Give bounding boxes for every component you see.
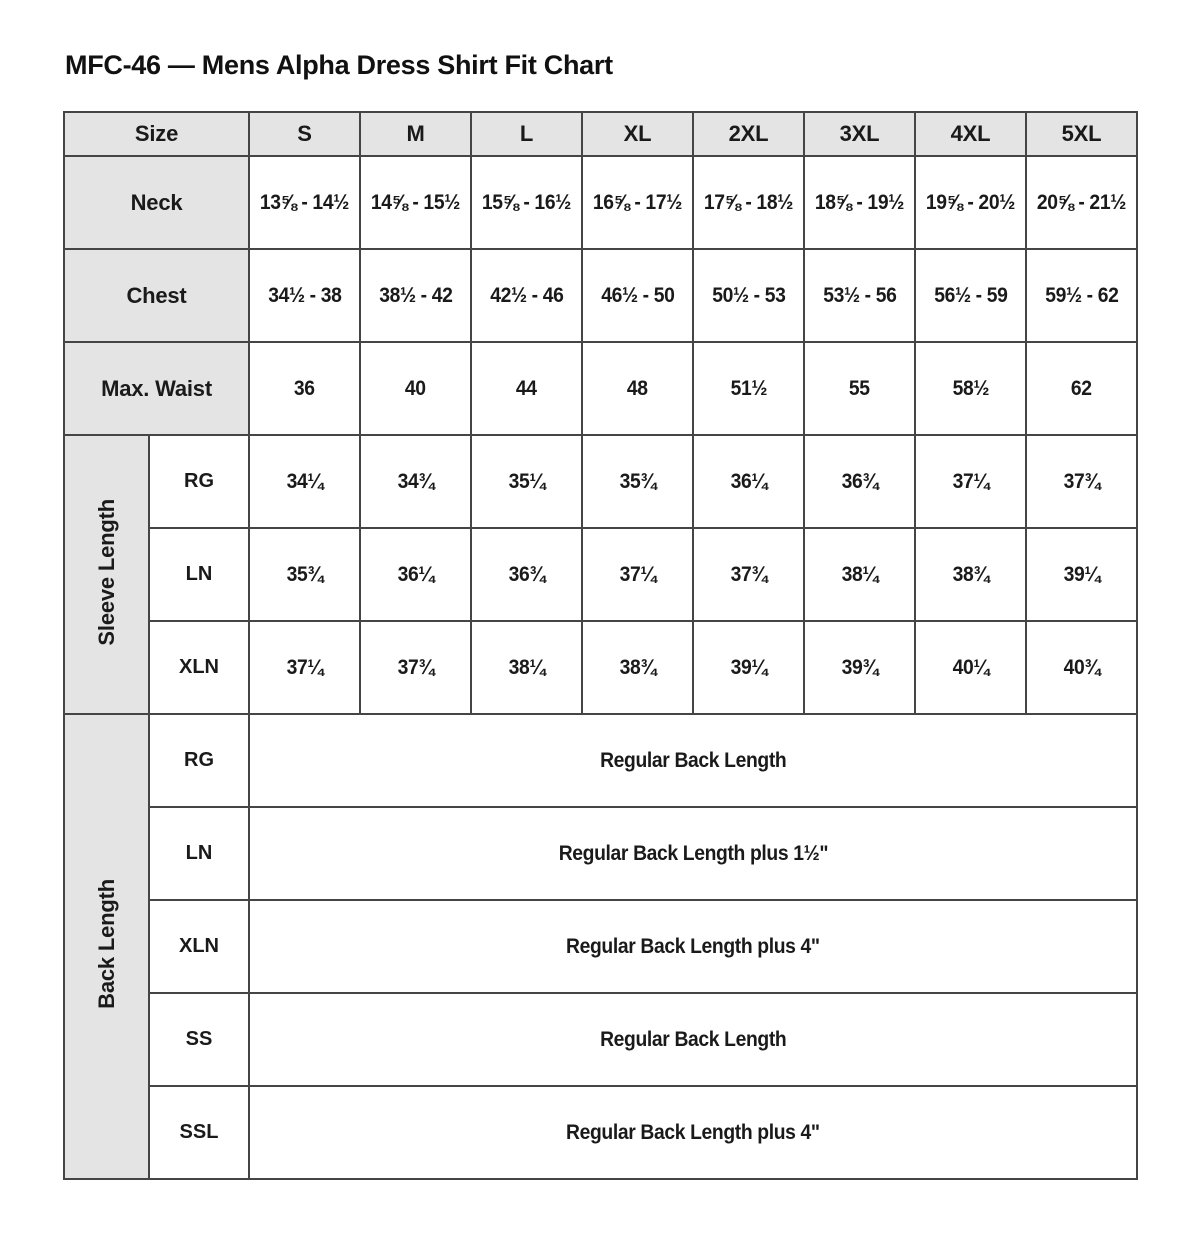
cell-text: 20⅝ - 21½ [1036, 190, 1127, 214]
cell-text: 39¾ [841, 655, 878, 679]
data-cell [915, 342, 1026, 435]
data-cell [1026, 249, 1137, 342]
cell-text: 37¾ [1063, 469, 1100, 493]
cell-text: 15⅝ - 16½ [481, 190, 572, 214]
back-variant-label-rg: RG [149, 714, 249, 807]
back-length-group-label-cell [64, 714, 149, 1179]
size-header-cell: Size [64, 112, 249, 156]
cell-text: 56½ - 59 [933, 283, 1008, 307]
cell-text: 35¼ [508, 469, 545, 493]
cell-text: 14⅝ - 15½ [370, 190, 461, 214]
cell-text: 46½ - 50 [600, 283, 675, 307]
cell-text: 35¾ [619, 469, 656, 493]
col-header-xl: XL [582, 112, 693, 156]
cell-text: 50½ - 53 [711, 283, 786, 307]
data-cell [249, 342, 360, 435]
sleeve-length-group-label: Sleeve Length [93, 498, 119, 646]
data-cell [360, 435, 471, 528]
neck-row-label: Neck [64, 156, 249, 249]
cell-text: 13⅝ - 14½ [259, 190, 350, 214]
data-cell [249, 621, 360, 714]
table-row [64, 807, 1137, 900]
back-length-text-cell [249, 1086, 1137, 1179]
cell-text: Regular Back Length plus 4" [566, 934, 820, 958]
data-cell [693, 435, 804, 528]
table-row [64, 435, 1137, 528]
data-cell [471, 435, 582, 528]
data-cell [249, 528, 360, 621]
table-row [64, 156, 1137, 249]
cell-text: 39¼ [730, 655, 767, 679]
data-cell [249, 249, 360, 342]
data-cell [471, 621, 582, 714]
cell-text: 38¾ [619, 655, 656, 679]
cell-text: 18⅝ - 19½ [814, 190, 905, 214]
cell-text: 35¾ [286, 562, 323, 586]
back-length-text-cell [249, 807, 1137, 900]
data-cell [582, 156, 693, 249]
data-cell [804, 156, 915, 249]
data-cell [471, 249, 582, 342]
fit-chart-table [63, 111, 1138, 1180]
col-header-l: L [471, 112, 582, 156]
cell-text: 38¼ [841, 562, 878, 586]
data-cell [915, 621, 1026, 714]
cell-text: 37¾ [730, 562, 767, 586]
table-row [64, 900, 1137, 993]
data-cell [249, 156, 360, 249]
cell-text: 37¼ [286, 655, 323, 679]
data-cell [915, 435, 1026, 528]
back-variant-label-xln: XLN [149, 900, 249, 993]
cell-text: Regular Back Length plus 1½" [558, 841, 828, 865]
data-cell [804, 342, 915, 435]
table-row [64, 1086, 1137, 1179]
data-cell [693, 156, 804, 249]
data-cell [471, 156, 582, 249]
table-row [64, 342, 1137, 435]
data-cell [1026, 528, 1137, 621]
back-variant-label-ss: SS [149, 993, 249, 1086]
data-cell [693, 342, 804, 435]
sleeve-variant-label-ln: LN [149, 528, 249, 621]
cell-text: 17⅝ - 18½ [703, 190, 794, 214]
back-variant-label-ssl: SSL [149, 1086, 249, 1179]
cell-text: 38¾ [952, 562, 989, 586]
col-header-m: M [360, 112, 471, 156]
data-cell [1026, 156, 1137, 249]
back-length-text-cell [249, 900, 1137, 993]
col-header-s: S [249, 112, 360, 156]
cell-text: 48 [627, 376, 648, 400]
cell-text: 39¼ [1063, 562, 1100, 586]
cell-text: 42½ - 46 [489, 283, 564, 307]
cell-text: 37¼ [952, 469, 989, 493]
data-cell [915, 249, 1026, 342]
cell-text: 40 [405, 376, 426, 400]
data-cell [360, 528, 471, 621]
cell-text: 58½ [952, 376, 989, 400]
col-header-4xl: 4XL [915, 112, 1026, 156]
cell-text: 38½ - 42 [378, 283, 453, 307]
table-row [64, 112, 1137, 156]
cell-text: 19⅝ - 20½ [925, 190, 1016, 214]
table-row [64, 528, 1137, 621]
data-cell [360, 156, 471, 249]
data-cell [804, 435, 915, 528]
back-length-text-cell [249, 993, 1137, 1086]
cell-text: Regular Back Length [599, 1027, 787, 1051]
data-cell [693, 528, 804, 621]
cell-text: 36¼ [730, 469, 767, 493]
cell-text: 38¼ [508, 655, 545, 679]
data-cell [471, 342, 582, 435]
cell-text: 53½ - 56 [822, 283, 897, 307]
sleeve-variant-label-rg: RG [149, 435, 249, 528]
cell-text: 36¾ [841, 469, 878, 493]
data-cell [1026, 435, 1137, 528]
data-cell [915, 156, 1026, 249]
cell-text: 44 [516, 376, 537, 400]
data-cell [249, 435, 360, 528]
cell-text: 55 [849, 376, 870, 400]
data-cell [1026, 342, 1137, 435]
data-cell [360, 342, 471, 435]
cell-text: 34¾ [397, 469, 434, 493]
cell-text: 40¾ [1063, 655, 1100, 679]
cell-text: 59½ - 62 [1044, 283, 1119, 307]
max-waist-row-label: Max. Waist [64, 342, 249, 435]
cell-text: 36 [294, 376, 315, 400]
data-cell [360, 621, 471, 714]
chest-row-label: Chest [64, 249, 249, 342]
page-title: MFC-46 — Mens Alpha Dress Shirt Fit Chart [65, 50, 613, 80]
table-row [64, 249, 1137, 342]
cell-text: 36¼ [397, 562, 434, 586]
data-cell [360, 249, 471, 342]
data-cell [582, 621, 693, 714]
back-variant-label-ln: LN [149, 807, 249, 900]
table-row [64, 993, 1137, 1086]
data-cell [582, 528, 693, 621]
cell-text: 40¼ [952, 655, 989, 679]
cell-text: 34¼ [286, 469, 323, 493]
col-header-3xl: 3XL [804, 112, 915, 156]
data-cell [1026, 621, 1137, 714]
data-cell [915, 528, 1026, 621]
cell-text: 37¾ [397, 655, 434, 679]
cell-text: 62 [1071, 376, 1092, 400]
data-cell [693, 621, 804, 714]
col-header-2xl: 2XL [693, 112, 804, 156]
table-row [64, 714, 1137, 807]
cell-text: Regular Back Length [599, 748, 787, 772]
col-header-5xl: 5XL [1026, 112, 1137, 156]
cell-text: 34½ - 38 [267, 283, 342, 307]
data-cell [582, 435, 693, 528]
sleeve-length-group-label-cell [64, 435, 149, 714]
cell-text: 51½ [730, 376, 767, 400]
cell-text: 36¾ [508, 562, 545, 586]
data-cell [804, 621, 915, 714]
back-length-text-cell [249, 714, 1137, 807]
data-cell [582, 249, 693, 342]
cell-text: 16⅝ - 17½ [592, 190, 683, 214]
data-cell [471, 528, 582, 621]
back-length-group-label: Back Length [93, 879, 119, 1009]
data-cell [693, 249, 804, 342]
cell-text: 37¼ [619, 562, 656, 586]
data-cell [804, 528, 915, 621]
sleeve-variant-label-xln: XLN [149, 621, 249, 714]
data-cell [804, 249, 915, 342]
data-cell [582, 342, 693, 435]
table-row [64, 621, 1137, 714]
cell-text: Regular Back Length plus 4" [566, 1120, 820, 1144]
